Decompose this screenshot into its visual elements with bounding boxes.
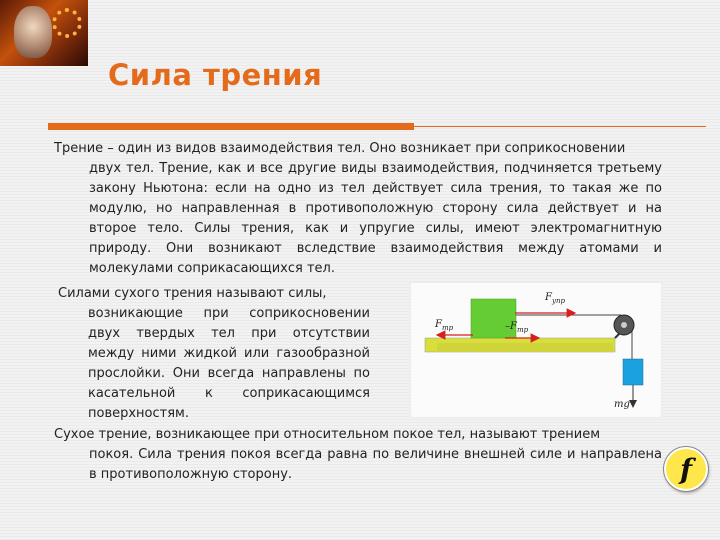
paragraph-first-line: Силами сухого трения называют силы, (58, 286, 327, 301)
title-underline-thick (48, 123, 414, 130)
paragraph-rest: возникающие при соприкосновении двух твердых тел при отсутствии между ними жидкой или газообразной прослойки. Они всегда направлены по касательной к соприкасающимся поверхностям. (88, 306, 370, 421)
paragraph-first-line: Сухое трение, возникающее при относительном покое тел, называют трением (54, 427, 601, 442)
label-f-tr-bottom-sub: тр (516, 326, 529, 334)
label-f-tr-bottom: –F (505, 321, 517, 332)
label-f-upr-sub: упр (551, 297, 566, 305)
title-underline-thin (414, 126, 706, 127)
page-title: Сила трения (108, 58, 323, 92)
paragraph-rest: двух тел. Трение, как и все другие виды взаимодействия, подчиняется третьему закону Ньютона: если на одно из тел действует сила трения, то такая же по модулю, но направленная в противоположную сторону сила действует и на второе тело. Силы трения, как и упругие силы, имеют электромагнитную природу. Они возникают вследствие взаимодействия между атомами и молекулами соприкасающихся тел. (89, 161, 662, 276)
friction-diagram-svg (411, 283, 661, 417)
table-bottom (437, 343, 613, 352)
svg-text:Fупр (544, 292, 566, 305)
paragraph-first-line: Трение – один из видов взаимодействия тел. Оно возникает при соприкосновении (54, 141, 626, 156)
label-f-tr-top-sub: тр (441, 324, 454, 332)
paragraph-dry-friction (58, 284, 370, 424)
friction-diagram (410, 282, 662, 418)
portrait-logo-icon (0, 0, 88, 66)
label-f-tr-top: F (435, 319, 442, 330)
label-mg: mg (614, 399, 630, 410)
gear-decoration-icon (52, 8, 82, 38)
portrait-face (14, 6, 52, 58)
paragraph-rest: покоя. Сила трения покоя всегда равна по величине внешней силе и направлена в противоположную сторону. (89, 447, 662, 482)
paragraph-friction-definition (54, 139, 662, 279)
sliding-block (471, 299, 516, 338)
hanging-weight (623, 359, 643, 385)
label-f-upr: F (545, 292, 552, 303)
svg-text:Fтр (434, 319, 454, 332)
formula-f-icon[interactable]: f (664, 447, 708, 491)
paragraph-static-friction (54, 425, 662, 485)
